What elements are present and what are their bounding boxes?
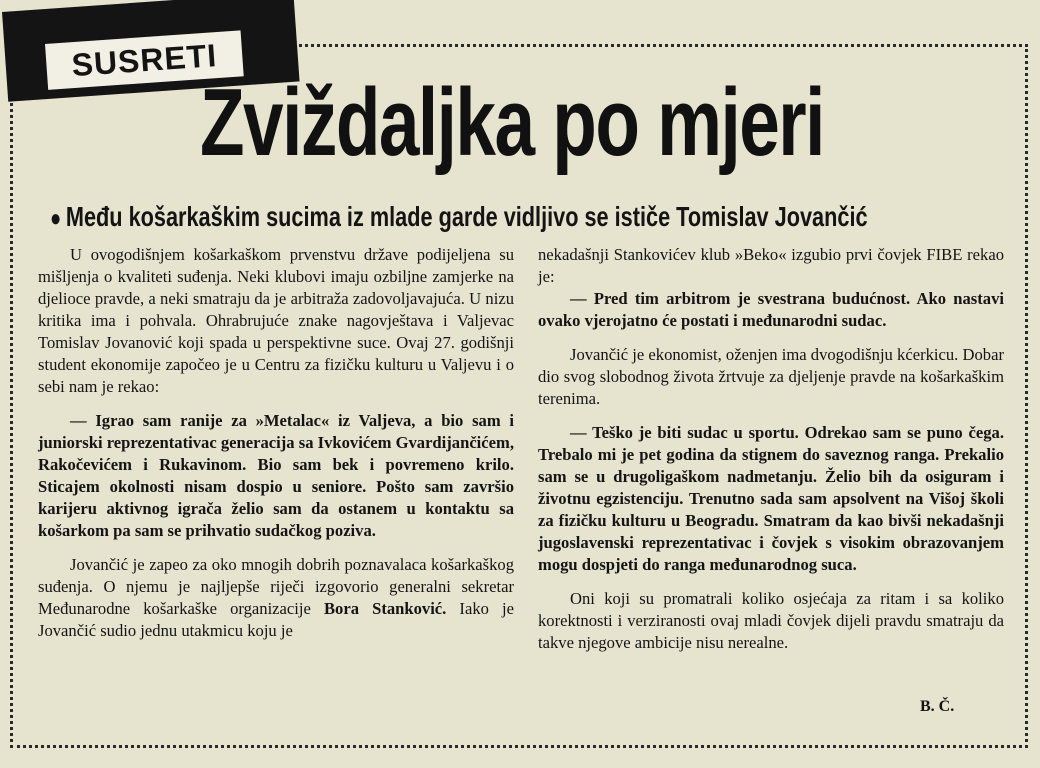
author-signature: B. Č.	[920, 698, 955, 715]
article-column-right	[538, 244, 1004, 720]
paragraph-text: Jovančić je zapeo za oko mnogih dobrih poznavalaca košarkaškog suđenja. O njemu je najljepše riječi izgovorio generalni sekretar Međunarodne košarkaške organizacije	[38, 555, 514, 618]
section-kicker: SUSRETI	[45, 30, 244, 90]
article-headline: Zviždaljka po mjeri	[200, 69, 824, 176]
quote-paragraph: — Igrao sam ranije za »Metalac« iz Valjeva, a bio sam i juniorski reprezentativac generacija sa Ivkovićem Gvardijančićem, Rakočevićem i Rukavinom. Bio sam bek i povremeno krilo. Sticajem okolnosti nisam dospio u seniore. Pošto sam završio karijeru aktivnog igrača želio sam da ostanem u kontaktu sa košarkom pa sam se prihvatio sudačkog poziva.	[38, 411, 514, 540]
paragraph	[38, 554, 514, 642]
paragraph: U ovogodišnjem košarkaškom prvenstvu države podijeljena su mišljenja o kvaliteti suđenja. Neki klubovi imaju ozbiljne zamjerke na djelioce pravde, a neki smatraju da je arbitraža zadovoljavajuća. U nizu kritika ima i pohvala. Ohrabrujuće znake nagovještava i Valjevac Tomislav Jovanović koji spada u perspektivne suce. Ovaj 27. godišnji student ekonomije započeo je u Centru za fizičku kulturu u Valjevu i o sebi nam je rekao:	[38, 245, 514, 396]
paragraph: Oni koji su promatrali koliko osjećaja za ritam i sa koliko korektnosti i verziranosti ovaj mladi čovjek dijeli pravdu smatraju da takve njegove ambicije nisu nerealne.	[538, 589, 1004, 652]
article-column-left	[38, 244, 514, 720]
bullet-icon: ●	[50, 205, 62, 232]
subheadline-text: Među košarkaškim sucima iz mlade garde vidljivo se ističe Tomislav Jovančić	[65, 201, 868, 232]
person-name: Bora Stanković.	[323, 599, 447, 618]
paragraph: Jovančić je ekonomist, oženjen ima dvogodišnju kćerkicu. Dobar dio svog slobodnog života žrtvuje za djeljenje pravde na košarkaškim terenima.	[538, 345, 1004, 408]
paragraph-text: Iako je Jovančić sudio jednu utakmicu koju je	[38, 599, 514, 640]
article-subheadline	[50, 200, 980, 234]
quote-paragraph: — Teško je biti sudac u sportu. Odrekao sam se puno čega. Trebalo mi je pet godina da stignem do saveznog ranga. Prekalio sam se u drugoligaškom nadmetanju. Želio bih da osiguram i životnu egzistenciju. Trenutno sada sam apsolvent na Višoj školi za fizičku kulturu u Beogradu. Smatram da kao bivši nekadašnji jugoslavenski reprezentativac i čovjek s visokim obrazovanjem mogu dospjeti do ranga međunarodnog suca.	[538, 423, 1004, 574]
quote-paragraph: — Pred tim arbitrom je svestrana budućnost. Ako nastavi ovako vjerojatno će postati i međunarodni sudac.	[538, 289, 1004, 330]
paragraph: nekadašnji Stankovićev klub »Beko« izgubio prvi čovjek FIBE rekao je:	[538, 245, 1004, 286]
